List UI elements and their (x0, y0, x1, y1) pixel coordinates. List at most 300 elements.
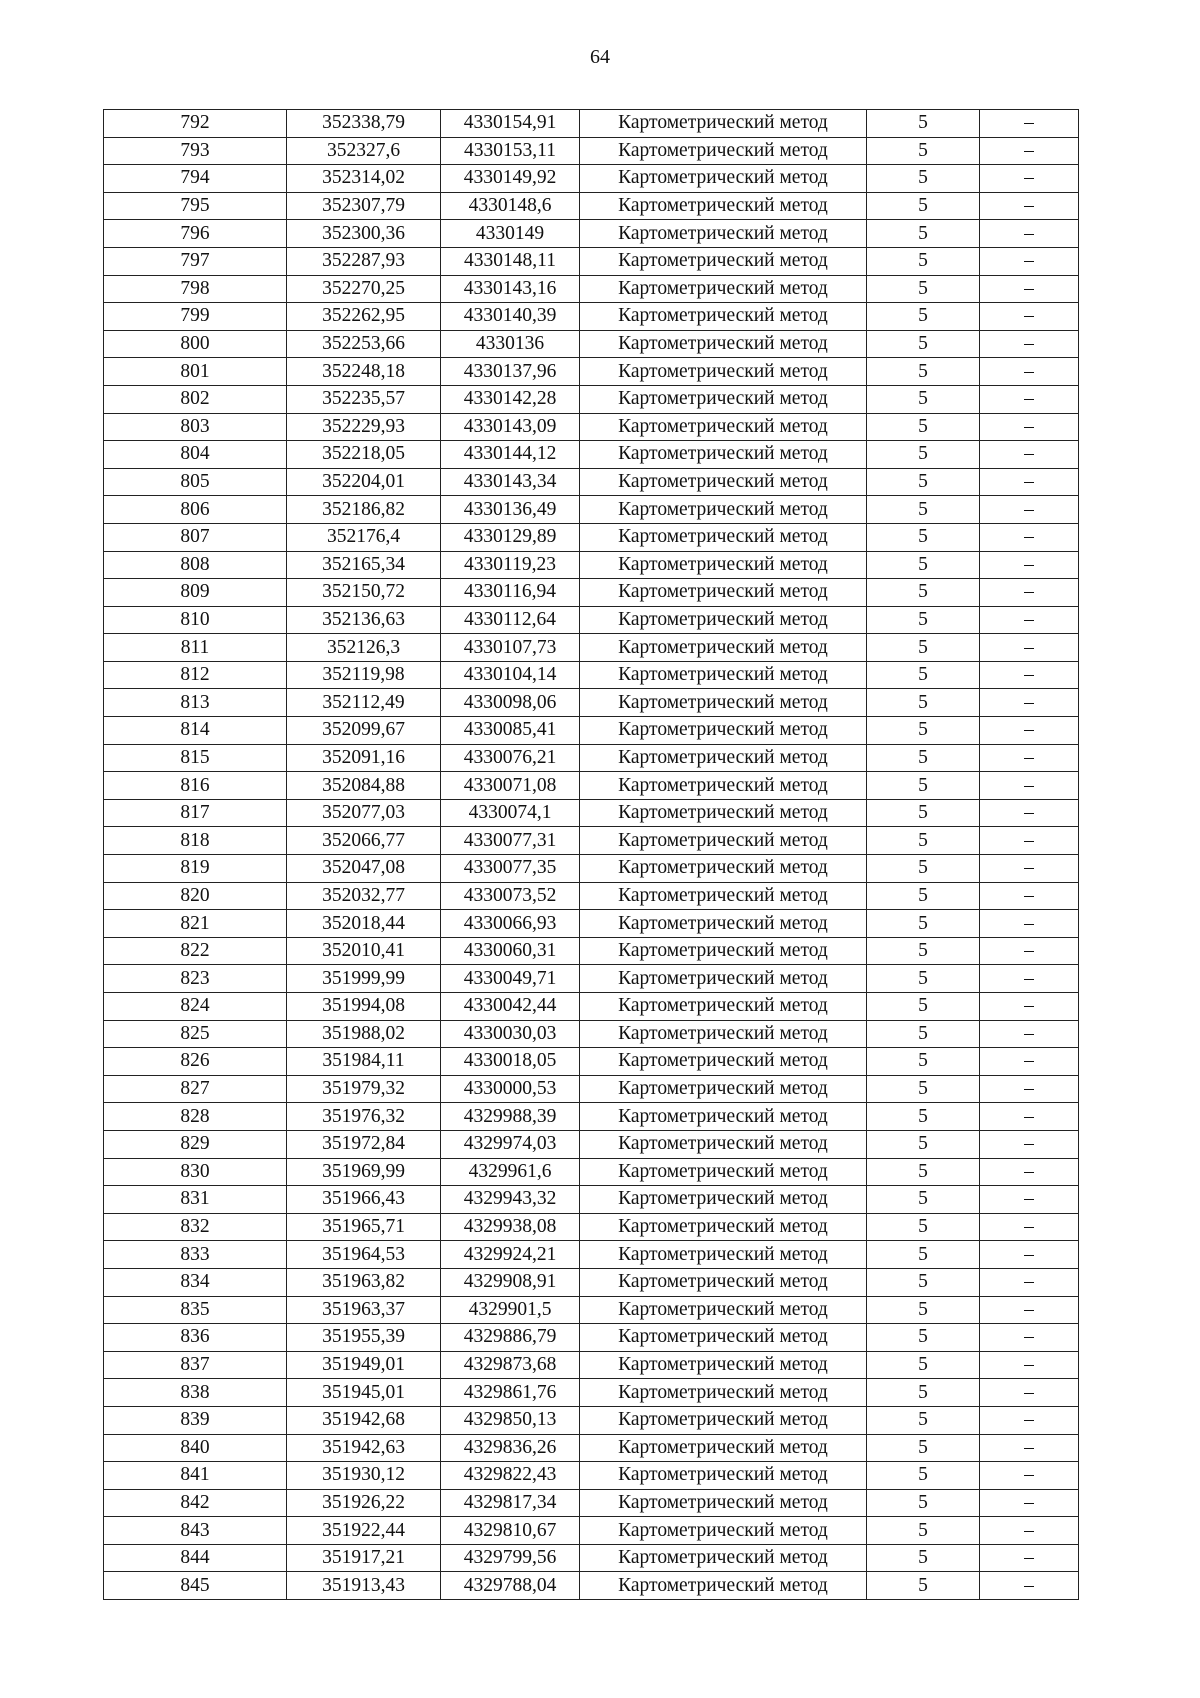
accuracy-cell: 5 (867, 441, 980, 469)
x-coordinate-cell: 352235,57 (287, 385, 441, 413)
x-coordinate-cell: 351969,99 (287, 1158, 441, 1186)
method-cell: Картометрический метод (580, 1379, 867, 1407)
y-coordinate-cell: 4330144,12 (441, 441, 580, 469)
note-cell: – (980, 634, 1079, 662)
note-cell: – (980, 551, 1079, 579)
table-row (104, 1379, 1079, 1407)
note-cell: – (980, 1462, 1079, 1490)
y-coordinate-cell: 4329908,91 (441, 1268, 580, 1296)
x-coordinate-cell: 351922,44 (287, 1517, 441, 1545)
page-number: 64 (590, 46, 610, 68)
method-cell: Картометрический метод (580, 247, 867, 275)
accuracy-cell: 5 (867, 1075, 980, 1103)
method-cell: Картометрический метод (580, 220, 867, 248)
x-coordinate-cell: 351963,82 (287, 1268, 441, 1296)
method-cell: Картометрический метод (580, 689, 867, 717)
accuracy-cell: 5 (867, 247, 980, 275)
accuracy-cell: 5 (867, 330, 980, 358)
x-coordinate-cell: 351964,53 (287, 1241, 441, 1269)
y-coordinate-cell: 4330049,71 (441, 965, 580, 993)
table-row (104, 165, 1079, 193)
accuracy-cell: 5 (867, 1213, 980, 1241)
accuracy-cell: 5 (867, 910, 980, 938)
point-number-cell: 798 (104, 275, 287, 303)
note-cell: – (980, 303, 1079, 331)
table-row (104, 523, 1079, 551)
table-row (104, 137, 1079, 165)
note-cell: – (980, 110, 1079, 138)
x-coordinate-cell: 352327,6 (287, 137, 441, 165)
point-number-cell: 807 (104, 523, 287, 551)
point-number-cell: 793 (104, 137, 287, 165)
method-cell: Картометрический метод (580, 965, 867, 993)
y-coordinate-cell: 4329938,08 (441, 1213, 580, 1241)
point-number-cell: 838 (104, 1379, 287, 1407)
table-row (104, 1324, 1079, 1352)
accuracy-cell: 5 (867, 1544, 980, 1572)
note-cell: – (980, 744, 1079, 772)
point-number-cell: 821 (104, 910, 287, 938)
note-cell: – (980, 1572, 1079, 1600)
table-row (104, 1186, 1079, 1214)
note-cell: – (980, 1406, 1079, 1434)
table-row (104, 661, 1079, 689)
x-coordinate-cell: 352300,36 (287, 220, 441, 248)
method-cell: Картометрический метод (580, 1075, 867, 1103)
y-coordinate-cell: 4329924,21 (441, 1241, 580, 1269)
table-row (104, 1268, 1079, 1296)
x-coordinate-cell: 351976,32 (287, 1103, 441, 1131)
note-cell: – (980, 1517, 1079, 1545)
point-number-cell: 819 (104, 855, 287, 883)
method-cell: Картометрический метод (580, 1130, 867, 1158)
point-number-cell: 800 (104, 330, 287, 358)
table-row (104, 496, 1079, 524)
accuracy-cell: 5 (867, 358, 980, 386)
x-coordinate-cell: 352150,72 (287, 579, 441, 607)
y-coordinate-cell: 4330085,41 (441, 717, 580, 745)
accuracy-cell: 5 (867, 1489, 980, 1517)
point-number-cell: 831 (104, 1186, 287, 1214)
table-row (104, 937, 1079, 965)
note-cell: – (980, 330, 1079, 358)
note-cell: – (980, 192, 1079, 220)
table-row (104, 1351, 1079, 1379)
table-row (104, 689, 1079, 717)
accuracy-cell: 5 (867, 551, 980, 579)
point-number-cell: 792 (104, 110, 287, 138)
point-number-cell: 795 (104, 192, 287, 220)
point-number-cell: 832 (104, 1213, 287, 1241)
y-coordinate-cell: 4330076,21 (441, 744, 580, 772)
y-coordinate-cell: 4330148,11 (441, 247, 580, 275)
point-number-cell: 843 (104, 1517, 287, 1545)
x-coordinate-cell: 352077,03 (287, 799, 441, 827)
table-row (104, 220, 1079, 248)
x-coordinate-cell: 352176,4 (287, 523, 441, 551)
x-coordinate-cell: 351926,22 (287, 1489, 441, 1517)
y-coordinate-cell: 4329974,03 (441, 1130, 580, 1158)
accuracy-cell: 5 (867, 1103, 980, 1131)
table-row (104, 1406, 1079, 1434)
y-coordinate-cell: 4330143,34 (441, 468, 580, 496)
accuracy-cell: 5 (867, 1268, 980, 1296)
note-cell: – (980, 772, 1079, 800)
x-coordinate-cell: 352010,41 (287, 937, 441, 965)
table-row (104, 965, 1079, 993)
y-coordinate-cell: 4330030,03 (441, 1020, 580, 1048)
table-row (104, 468, 1079, 496)
accuracy-cell: 5 (867, 579, 980, 607)
note-cell: – (980, 1103, 1079, 1131)
accuracy-cell: 5 (867, 496, 980, 524)
point-number-cell: 812 (104, 661, 287, 689)
method-cell: Картометрический метод (580, 1434, 867, 1462)
point-number-cell: 837 (104, 1351, 287, 1379)
accuracy-cell: 5 (867, 799, 980, 827)
note-cell: – (980, 689, 1079, 717)
note-cell: – (980, 1434, 1079, 1462)
note-cell: – (980, 523, 1079, 551)
y-coordinate-cell: 4330143,09 (441, 413, 580, 441)
note-cell: – (980, 1544, 1079, 1572)
table-row (104, 1158, 1079, 1186)
note-cell: – (980, 965, 1079, 993)
accuracy-cell: 5 (867, 993, 980, 1021)
x-coordinate-cell: 352126,3 (287, 634, 441, 662)
accuracy-cell: 5 (867, 965, 980, 993)
accuracy-cell: 5 (867, 661, 980, 689)
note-cell: – (980, 855, 1079, 883)
y-coordinate-cell: 4330060,31 (441, 937, 580, 965)
x-coordinate-cell: 351984,11 (287, 1048, 441, 1076)
table-row (104, 303, 1079, 331)
table-row (104, 910, 1079, 938)
note-cell: – (980, 882, 1079, 910)
point-number-cell: 796 (104, 220, 287, 248)
point-number-cell: 824 (104, 993, 287, 1021)
y-coordinate-cell: 4330154,91 (441, 110, 580, 138)
x-coordinate-cell: 352270,25 (287, 275, 441, 303)
y-coordinate-cell: 4330077,35 (441, 855, 580, 883)
y-coordinate-cell: 4330073,52 (441, 882, 580, 910)
point-number-cell: 818 (104, 827, 287, 855)
y-coordinate-cell: 4330136,49 (441, 496, 580, 524)
method-cell: Картометрический метод (580, 551, 867, 579)
y-coordinate-cell: 4329861,76 (441, 1379, 580, 1407)
table-row (104, 1544, 1079, 1572)
method-cell: Картометрический метод (580, 1406, 867, 1434)
method-cell: Картометрический метод (580, 882, 867, 910)
x-coordinate-cell: 351917,21 (287, 1544, 441, 1572)
method-cell: Картометрический метод (580, 1517, 867, 1545)
method-cell: Картометрический метод (580, 137, 867, 165)
method-cell: Картометрический метод (580, 1020, 867, 1048)
x-coordinate-cell: 351930,12 (287, 1462, 441, 1490)
y-coordinate-cell: 4330071,08 (441, 772, 580, 800)
point-number-cell: 822 (104, 937, 287, 965)
method-cell: Картометрический метод (580, 110, 867, 138)
table-row (104, 882, 1079, 910)
note-cell: – (980, 717, 1079, 745)
x-coordinate-cell: 352099,67 (287, 717, 441, 745)
table-row (104, 993, 1079, 1021)
accuracy-cell: 5 (867, 772, 980, 800)
method-cell: Картометрический метод (580, 1103, 867, 1131)
y-coordinate-cell: 4330077,31 (441, 827, 580, 855)
accuracy-cell: 5 (867, 413, 980, 441)
method-cell: Картометрический метод (580, 744, 867, 772)
note-cell: – (980, 827, 1079, 855)
point-number-cell: 820 (104, 882, 287, 910)
table-row (104, 579, 1079, 607)
y-coordinate-cell: 4330074,1 (441, 799, 580, 827)
accuracy-cell: 5 (867, 1324, 980, 1352)
table-row (104, 855, 1079, 883)
point-number-cell: 826 (104, 1048, 287, 1076)
point-number-cell: 833 (104, 1241, 287, 1269)
point-number-cell: 829 (104, 1130, 287, 1158)
x-coordinate-cell: 351942,63 (287, 1434, 441, 1462)
y-coordinate-cell: 4330098,06 (441, 689, 580, 717)
method-cell: Картометрический метод (580, 496, 867, 524)
y-coordinate-cell: 4330066,93 (441, 910, 580, 938)
point-number-cell: 825 (104, 1020, 287, 1048)
y-coordinate-cell: 4330116,94 (441, 579, 580, 607)
accuracy-cell: 5 (867, 855, 980, 883)
x-coordinate-cell: 352186,82 (287, 496, 441, 524)
y-coordinate-cell: 4329836,26 (441, 1434, 580, 1462)
x-coordinate-cell: 351972,84 (287, 1130, 441, 1158)
note-cell: – (980, 993, 1079, 1021)
note-cell: – (980, 468, 1079, 496)
table-row (104, 1572, 1079, 1600)
x-coordinate-cell: 351965,71 (287, 1213, 441, 1241)
accuracy-cell: 5 (867, 634, 980, 662)
x-coordinate-cell: 351979,32 (287, 1075, 441, 1103)
method-cell: Картометрический метод (580, 1462, 867, 1490)
method-cell: Картометрический метод (580, 303, 867, 331)
accuracy-cell: 5 (867, 689, 980, 717)
accuracy-cell: 5 (867, 882, 980, 910)
method-cell: Картометрический метод (580, 330, 867, 358)
y-coordinate-cell: 4329817,34 (441, 1489, 580, 1517)
table-row (104, 247, 1079, 275)
point-number-cell: 835 (104, 1296, 287, 1324)
accuracy-cell: 5 (867, 1241, 980, 1269)
table-row (104, 413, 1079, 441)
method-cell: Картометрический метод (580, 358, 867, 386)
method-cell: Картометрический метод (580, 1489, 867, 1517)
note-cell: – (980, 1075, 1079, 1103)
x-coordinate-cell: 352248,18 (287, 358, 441, 386)
x-coordinate-cell: 352047,08 (287, 855, 441, 883)
table-row (104, 1020, 1079, 1048)
accuracy-cell: 5 (867, 137, 980, 165)
table-row (104, 358, 1079, 386)
x-coordinate-cell: 352112,49 (287, 689, 441, 717)
point-number-cell: 805 (104, 468, 287, 496)
method-cell: Картометрический метод (580, 937, 867, 965)
y-coordinate-cell: 4329822,43 (441, 1462, 580, 1490)
method-cell: Картометрический метод (580, 165, 867, 193)
x-coordinate-cell: 351966,43 (287, 1186, 441, 1214)
table-row (104, 551, 1079, 579)
point-number-cell: 844 (104, 1544, 287, 1572)
accuracy-cell: 5 (867, 1186, 980, 1214)
x-coordinate-cell: 352314,02 (287, 165, 441, 193)
y-coordinate-cell: 4330140,39 (441, 303, 580, 331)
note-cell: – (980, 1489, 1079, 1517)
accuracy-cell: 5 (867, 827, 980, 855)
point-number-cell: 823 (104, 965, 287, 993)
coordinates-table-body (104, 110, 1079, 1600)
method-cell: Картометрический метод (580, 1296, 867, 1324)
method-cell: Картометрический метод (580, 1048, 867, 1076)
table-row (104, 1517, 1079, 1545)
y-coordinate-cell: 4330153,11 (441, 137, 580, 165)
method-cell: Картометрический метод (580, 1351, 867, 1379)
x-coordinate-cell: 352262,95 (287, 303, 441, 331)
x-coordinate-cell: 352136,63 (287, 606, 441, 634)
note-cell: – (980, 275, 1079, 303)
y-coordinate-cell: 4330107,73 (441, 634, 580, 662)
accuracy-cell: 5 (867, 1406, 980, 1434)
method-cell: Картометрический метод (580, 275, 867, 303)
note-cell: – (980, 1130, 1079, 1158)
accuracy-cell: 5 (867, 717, 980, 745)
table-row (104, 1462, 1079, 1490)
table-row (104, 1241, 1079, 1269)
note-cell: – (980, 247, 1079, 275)
method-cell: Картометрический метод (580, 717, 867, 745)
x-coordinate-cell: 352119,98 (287, 661, 441, 689)
y-coordinate-cell: 4330112,64 (441, 606, 580, 634)
note-cell: – (980, 910, 1079, 938)
y-coordinate-cell: 4330000,53 (441, 1075, 580, 1103)
table-row (104, 744, 1079, 772)
point-number-cell: 811 (104, 634, 287, 662)
y-coordinate-cell: 4329873,68 (441, 1351, 580, 1379)
note-cell: – (980, 1324, 1079, 1352)
point-number-cell: 827 (104, 1075, 287, 1103)
y-coordinate-cell: 4330104,14 (441, 661, 580, 689)
method-cell: Картометрический метод (580, 855, 867, 883)
method-cell: Картометрический метод (580, 1213, 867, 1241)
table-row (104, 772, 1079, 800)
x-coordinate-cell: 352165,34 (287, 551, 441, 579)
note-cell: – (980, 606, 1079, 634)
method-cell: Картометрический метод (580, 799, 867, 827)
x-coordinate-cell: 351963,37 (287, 1296, 441, 1324)
table-row (104, 330, 1079, 358)
method-cell: Картометрический метод (580, 1186, 867, 1214)
accuracy-cell: 5 (867, 1462, 980, 1490)
accuracy-cell: 5 (867, 1351, 980, 1379)
point-number-cell: 801 (104, 358, 287, 386)
point-number-cell: 841 (104, 1462, 287, 1490)
note-cell: – (980, 1213, 1079, 1241)
x-coordinate-cell: 351999,99 (287, 965, 441, 993)
y-coordinate-cell: 4329850,13 (441, 1406, 580, 1434)
table-row (104, 606, 1079, 634)
accuracy-cell: 5 (867, 1130, 980, 1158)
y-coordinate-cell: 4329886,79 (441, 1324, 580, 1352)
y-coordinate-cell: 4330137,96 (441, 358, 580, 386)
note-cell: – (980, 165, 1079, 193)
table-row (104, 192, 1079, 220)
table-row (104, 275, 1079, 303)
y-coordinate-cell: 4330149 (441, 220, 580, 248)
method-cell: Картометрический метод (580, 772, 867, 800)
note-cell: – (980, 1241, 1079, 1269)
note-cell: – (980, 1020, 1079, 1048)
accuracy-cell: 5 (867, 1296, 980, 1324)
note-cell: – (980, 1268, 1079, 1296)
x-coordinate-cell: 352218,05 (287, 441, 441, 469)
accuracy-cell: 5 (867, 1158, 980, 1186)
method-cell: Картометрический метод (580, 606, 867, 634)
method-cell: Картометрический метод (580, 441, 867, 469)
note-cell: – (980, 496, 1079, 524)
x-coordinate-cell: 351949,01 (287, 1351, 441, 1379)
point-number-cell: 806 (104, 496, 287, 524)
table-row (104, 1213, 1079, 1241)
y-coordinate-cell: 4329788,04 (441, 1572, 580, 1600)
y-coordinate-cell: 4330119,23 (441, 551, 580, 579)
accuracy-cell: 5 (867, 1572, 980, 1600)
point-number-cell: 814 (104, 717, 287, 745)
method-cell: Картометрический метод (580, 827, 867, 855)
y-coordinate-cell: 4330149,92 (441, 165, 580, 193)
method-cell: Картометрический метод (580, 910, 867, 938)
point-number-cell: 808 (104, 551, 287, 579)
point-number-cell: 845 (104, 1572, 287, 1600)
method-cell: Картометрический метод (580, 1544, 867, 1572)
accuracy-cell: 5 (867, 1379, 980, 1407)
point-number-cell: 842 (104, 1489, 287, 1517)
note-cell: – (980, 220, 1079, 248)
point-number-cell: 816 (104, 772, 287, 800)
note-cell: – (980, 579, 1079, 607)
point-number-cell: 794 (104, 165, 287, 193)
point-number-cell: 830 (104, 1158, 287, 1186)
note-cell: – (980, 1158, 1079, 1186)
accuracy-cell: 5 (867, 1517, 980, 1545)
method-cell: Картометрический метод (580, 468, 867, 496)
table-row (104, 1130, 1079, 1158)
note-cell: – (980, 799, 1079, 827)
table-row (104, 799, 1079, 827)
accuracy-cell: 5 (867, 165, 980, 193)
y-coordinate-cell: 4329901,5 (441, 1296, 580, 1324)
point-number-cell: 797 (104, 247, 287, 275)
accuracy-cell: 5 (867, 606, 980, 634)
point-number-cell: 840 (104, 1434, 287, 1462)
note-cell: – (980, 441, 1079, 469)
point-number-cell: 803 (104, 413, 287, 441)
accuracy-cell: 5 (867, 1020, 980, 1048)
x-coordinate-cell: 352307,79 (287, 192, 441, 220)
method-cell: Картометрический метод (580, 523, 867, 551)
y-coordinate-cell: 4329810,67 (441, 1517, 580, 1545)
y-coordinate-cell: 4329943,32 (441, 1186, 580, 1214)
accuracy-cell: 5 (867, 385, 980, 413)
x-coordinate-cell: 351988,02 (287, 1020, 441, 1048)
x-coordinate-cell: 352204,01 (287, 468, 441, 496)
coordinates-table (103, 109, 1079, 1600)
y-coordinate-cell: 4329961,6 (441, 1158, 580, 1186)
